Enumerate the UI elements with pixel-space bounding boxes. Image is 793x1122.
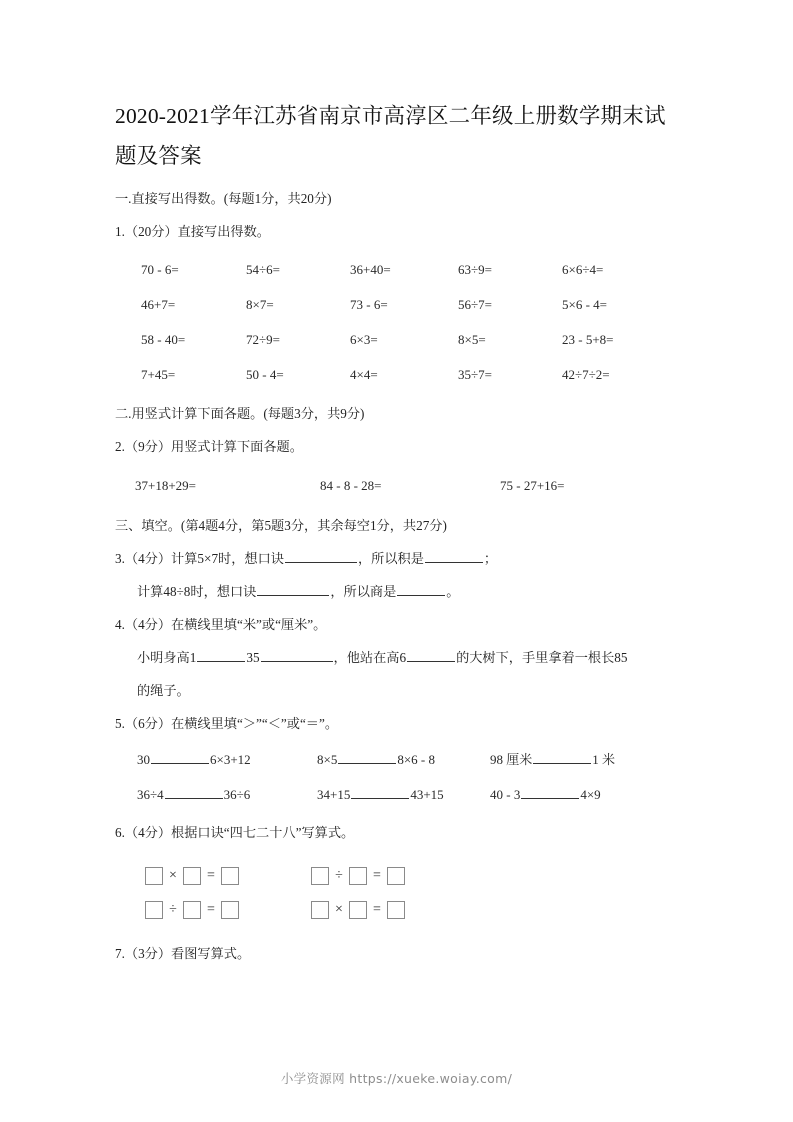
compare-right: 4×9 <box>580 787 601 802</box>
answer-box[interactable] <box>221 901 239 919</box>
answer-blank[interactable] <box>425 549 483 563</box>
arithmetic-item: 8×7= <box>246 297 274 312</box>
vertical-form-item: 84 - 8 - 28= <box>320 478 382 493</box>
box-equation-row <box>115 893 685 927</box>
compare-right: 36÷6 <box>223 787 251 802</box>
vertical-form-row <box>115 468 685 504</box>
arithmetic-item: 42÷7÷2= <box>562 367 610 382</box>
question-3-line2-start: 计算48÷8时，想口诀 <box>137 584 257 599</box>
section-heading-2: 二.用竖式计算下面各题。(每题3分，共9分) <box>115 406 365 421</box>
answer-box[interactable] <box>387 901 405 919</box>
arithmetic-item: 72÷9= <box>246 332 280 347</box>
arithmetic-item: 5×6 - 4= <box>562 297 607 312</box>
arithmetic-row <box>115 252 685 287</box>
vertical-form-item: 75 - 27+16= <box>500 478 565 493</box>
box-equation <box>311 893 405 927</box>
arithmetic-item: 50 - 4= <box>246 367 284 382</box>
arithmetic-item: 6×6÷4= <box>562 262 604 277</box>
question-5-prompt: 5.（6分）在横线里填“＞”“＜”或“＝”。 <box>115 716 339 731</box>
question-3-end: ； <box>483 551 498 566</box>
compare-row <box>115 777 685 812</box>
arithmetic-grid <box>115 252 685 392</box>
answer-box[interactable] <box>145 901 163 919</box>
answer-blank[interactable] <box>261 648 333 662</box>
vertical-form-item: 37+18+29= <box>135 478 196 493</box>
operator-symbol: × <box>335 902 343 917</box>
compare-item <box>490 742 615 777</box>
arithmetic-item: 63÷9= <box>458 262 492 277</box>
compare-left: 36÷4 <box>137 787 164 802</box>
question-4-body-line-1 <box>115 641 685 674</box>
compare-item <box>317 742 435 777</box>
compare-right: 8×6 - 8 <box>397 752 436 767</box>
answer-blank[interactable] <box>351 785 409 799</box>
section-heading-1: 一.直接写出得数。(每题1分，共20分) <box>115 191 332 206</box>
arithmetic-item: 36+40= <box>350 262 391 277</box>
equals-symbol: = <box>207 868 215 883</box>
answer-box[interactable] <box>183 901 201 919</box>
arithmetic-item: 35÷7= <box>458 367 492 382</box>
answer-blank[interactable] <box>257 582 329 596</box>
compare-right: 1 米 <box>592 752 616 767</box>
answer-box[interactable] <box>349 901 367 919</box>
compare-item <box>490 777 601 812</box>
compare-row <box>115 742 685 777</box>
question-1-prompt: 1.（20分）直接写出得数。 <box>115 224 270 239</box>
answer-blank[interactable] <box>285 549 357 563</box>
box-equation-group <box>115 859 685 927</box>
question-3-line-1 <box>115 542 685 575</box>
question-4-prompt: 4.（4分）在横线里填“米”或“厘米”。 <box>115 617 327 632</box>
compare-item <box>137 742 251 777</box>
question-4-part-c: ，他站在高6 <box>333 650 407 665</box>
compare-left: 34+15 <box>317 787 351 802</box>
answer-blank[interactable] <box>533 750 591 764</box>
compare-left: 40 - 3 <box>490 787 521 802</box>
operator-symbol: ÷ <box>169 902 177 917</box>
compare-left: 8×5 <box>317 752 338 767</box>
answer-box[interactable] <box>145 867 163 885</box>
answer-box[interactable] <box>349 867 367 885</box>
question-3-prompt: 3.（4分）计算5×7时，想口诀 <box>115 551 284 566</box>
answer-box[interactable] <box>311 901 329 919</box>
arithmetic-item: 6×3= <box>350 332 378 347</box>
arithmetic-item: 73 - 6= <box>350 297 388 312</box>
question-7-prompt: 7.（3分）看图写算式。 <box>115 946 251 961</box>
arithmetic-item: 8×5= <box>458 332 486 347</box>
page-title: 2020-2021学年江苏省南京市高淳区二年级上册数学期末试题及答案 <box>115 104 666 168</box>
arithmetic-item: 54÷6= <box>246 262 280 277</box>
question-3-line2-mid: ，所以商是 <box>330 584 397 599</box>
answer-blank[interactable] <box>197 648 245 662</box>
arithmetic-row <box>115 287 685 322</box>
answer-box[interactable] <box>387 867 405 885</box>
answer-blank[interactable] <box>165 785 223 799</box>
compare-item <box>137 777 250 812</box>
arithmetic-item: 23 - 5+8= <box>562 332 614 347</box>
question-4-part-b: 35 <box>246 650 260 665</box>
question-4-part-d: 的大树下，手里拿着一根长85 <box>456 650 628 665</box>
question-6-prompt: 6.（4分）根据口诀“四七二十八”写算式。 <box>115 825 355 840</box>
compare-left: 30 <box>137 752 150 767</box>
compare-right: 6×3+12 <box>210 752 251 767</box>
box-equation <box>311 859 405 893</box>
equals-symbol: = <box>373 868 381 883</box>
answer-box[interactable] <box>183 867 201 885</box>
answer-blank[interactable] <box>151 750 209 764</box>
compare-right: 43+15 <box>410 787 444 802</box>
answer-blank[interactable] <box>407 648 455 662</box>
answer-blank[interactable] <box>521 785 579 799</box>
question-4-body-line-2: 的绳子。 <box>137 683 190 698</box>
equals-symbol: = <box>373 902 381 917</box>
page-content <box>115 96 685 970</box>
arithmetic-item: 4×4= <box>350 367 378 382</box>
question-2-prompt: 2.（9分）用竖式计算下面各题。 <box>115 439 303 454</box>
arithmetic-row <box>115 322 685 357</box>
arithmetic-item: 58 - 40= <box>141 332 186 347</box>
arithmetic-item: 7+45= <box>141 367 176 382</box>
compare-item <box>317 777 444 812</box>
box-equation <box>145 893 239 927</box>
box-equation <box>145 859 239 893</box>
arithmetic-item: 46+7= <box>141 297 176 312</box>
footer-watermark: 小学资源网 https://xueke.woiay.com/ <box>280 1071 513 1086</box>
equals-symbol: = <box>207 902 215 917</box>
section-heading-3: 三、填空。(第4题4分，第5题3分，其余每空1分，共27分) <box>115 518 447 533</box>
answer-box[interactable] <box>311 867 329 885</box>
arithmetic-item: 70 - 6= <box>141 262 179 277</box>
answer-blank[interactable] <box>397 582 445 596</box>
question-4-part-a: 小明身高1 <box>137 650 197 665</box>
operator-symbol: ÷ <box>335 868 343 883</box>
question-3-line2-end: 。 <box>446 584 460 599</box>
arithmetic-row <box>115 357 685 392</box>
operator-symbol: × <box>169 868 177 883</box>
question-3-mid: ，所以积是 <box>357 551 424 566</box>
answer-box[interactable] <box>221 867 239 885</box>
compare-left: 98 厘米 <box>490 752 533 767</box>
question-3-line-2 <box>115 575 685 608</box>
box-equation-row <box>115 859 685 893</box>
arithmetic-item: 56÷7= <box>458 297 492 312</box>
answer-blank[interactable] <box>338 750 396 764</box>
